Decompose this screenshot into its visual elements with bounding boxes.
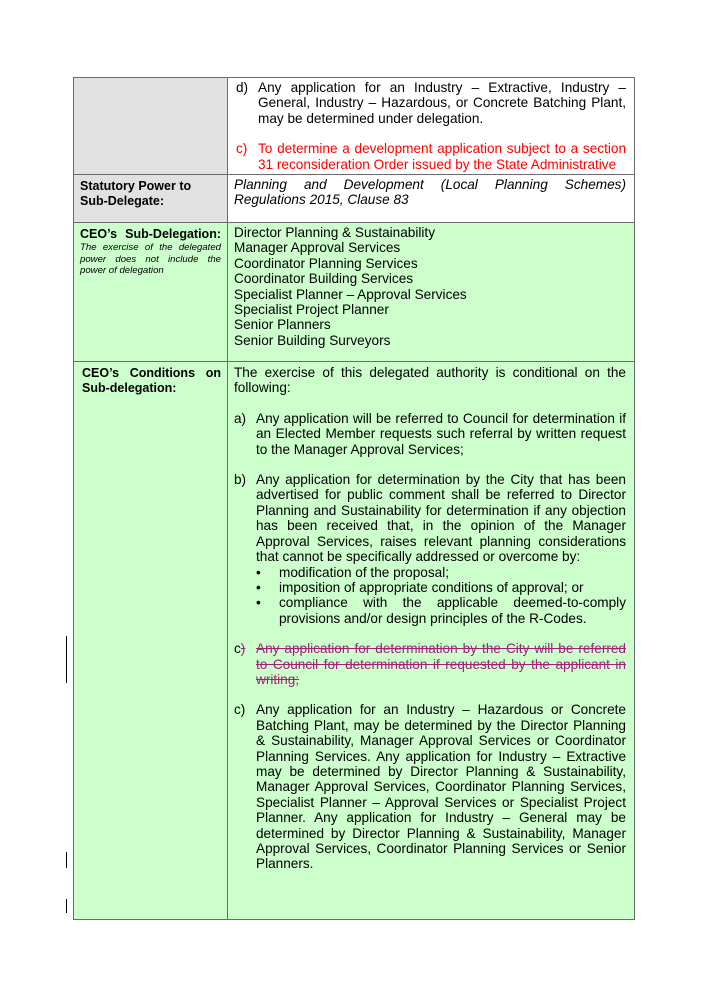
item-d xyxy=(236,80,626,126)
item-text: Any application for determination by the City that has been advertised for public comment shall be referred to Director Planning and Sustainability for determination if any objection has been received that, in the opinion of the Manager Approval Services, raises relevant planning considerations that cannot be specifically addressed or overcome by: xyxy=(256,472,626,565)
statutory-power-label: Statutory Power to Sub-Delegate: xyxy=(80,179,192,209)
condition-c-deleted xyxy=(234,641,626,687)
bullet-text: imposition of appropriate conditions of approval; or xyxy=(279,579,584,595)
list-item: Senior Planners xyxy=(234,317,331,333)
condition-b xyxy=(234,472,626,626)
statutory-power-value: Planning and Development (Local Planning Schemes) Regulations 2015, Clause 83 xyxy=(234,177,626,208)
label-cell xyxy=(74,362,228,920)
item-marker: c) xyxy=(234,702,246,718)
item-text: Any application for an Industry – Hazardous or Concrete Batching Plant, may be determined by the Director Planning & Sustainability, Manager Approval Services or Coordinator Planning Services. Any application for Industry – Extractive may be determined by Director Planning & Sustainability, Manager Approval Services, Coordinator Planning Services, Specialist Planner – Approval Services or Specialist Project Planner. Any application for Industry – General may be determined by Director Planning & Sustainability, Manager Approval Services, Coordinator Planning Services or Senior Planners. xyxy=(256,702,626,872)
bullet-item xyxy=(256,595,626,626)
item-text: Any application will be referred to Council for determination if an Elected Member requests such referral by written request to the Manager Approval Services; xyxy=(256,410,626,457)
bullet-icon: • xyxy=(256,579,261,595)
list-item: Specialist Planner – Approval Services xyxy=(234,286,467,302)
sub-delegation-note: The exercise of the delegated power does not include the power of delegation xyxy=(80,242,221,277)
label-cell xyxy=(74,223,228,362)
list-item: Coordinator Building Services xyxy=(234,271,414,287)
label-cell-empty xyxy=(74,78,228,175)
item-c-red xyxy=(236,141,626,172)
value-cell xyxy=(228,223,635,362)
conditions-label: CEO’s Conditions on Sub-delegation: xyxy=(82,366,221,396)
item-text: To determine a development application subject to a section 31 reconsideration Order issued by the State Administrative xyxy=(258,141,626,172)
sub-delegate-list xyxy=(228,223,634,350)
delegation-table xyxy=(73,77,635,920)
bullet-icon: • xyxy=(256,564,261,580)
value-cell xyxy=(228,362,635,920)
table-row xyxy=(74,362,635,920)
revision-bar xyxy=(66,852,67,868)
item-marker: b) xyxy=(234,472,247,488)
bullet-item xyxy=(256,580,626,595)
bullet-icon: • xyxy=(256,595,261,611)
item-marker: c) xyxy=(234,641,246,657)
value-cell xyxy=(228,78,635,175)
table-row xyxy=(74,223,635,362)
item-text: Any application for an Industry – Extractive, Industry – General, Industry – Hazardous, or Concrete Batching Plant, may be determined under delegation. xyxy=(258,80,626,126)
condition-c xyxy=(234,702,626,871)
bullet-text: modification of the proposal; xyxy=(279,564,450,580)
list-item: Specialist Project Planner xyxy=(234,302,389,318)
item-marker: a) xyxy=(234,410,247,426)
bullet-item xyxy=(256,565,626,580)
value-cell xyxy=(228,175,635,223)
table-row xyxy=(74,175,635,223)
list-item: Manager Approval Services xyxy=(234,240,401,256)
condition-a xyxy=(234,411,626,457)
item-marker: d) xyxy=(236,80,249,95)
revision-bar xyxy=(66,636,67,683)
bullet-text: compliance with the applicable deemed-to-comply provisions and/or design principles of the R-Codes. xyxy=(279,595,626,626)
conditions-intro: The exercise of this delegated authority is conditional on the following: xyxy=(234,365,626,396)
list-item: Director Planning & Sustainability xyxy=(234,225,435,241)
sub-delegation-label: CEO’s Sub-Delegation: xyxy=(80,227,221,242)
deleted-text: Any application for determination by the City will be referred to Council for determination if requested by the applicant in writing; xyxy=(256,641,626,687)
revision-bar xyxy=(66,899,67,913)
list-item: Coordinator Planning Services xyxy=(234,255,418,271)
table-row xyxy=(74,78,635,175)
label-cell xyxy=(74,175,228,223)
item-marker: c) xyxy=(236,141,248,157)
list-item: Senior Building Surveyors xyxy=(234,332,391,348)
